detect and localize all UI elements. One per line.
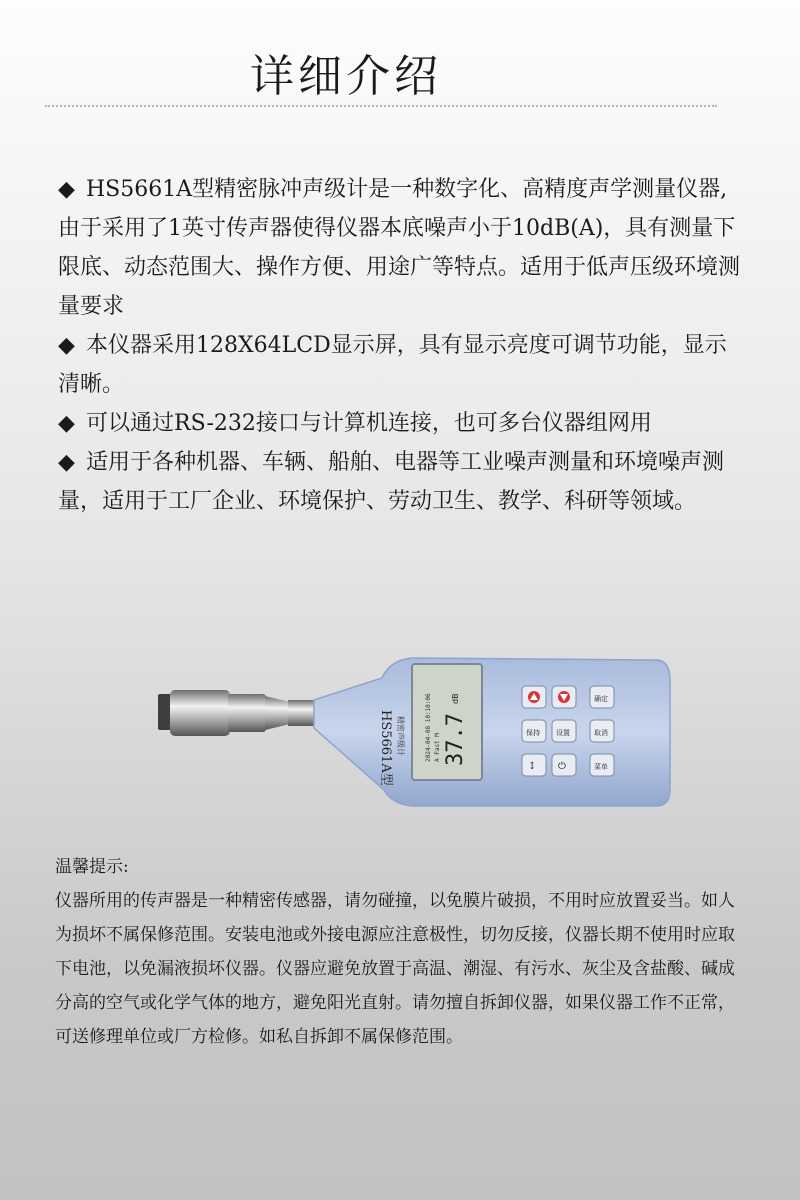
tips-body: 仪器所用的传声器是一种精密传感器，请勿碰撞，以免膜片破损，不用时应放置妥当。如人为损坏不属保修范围。安装电池或外接电源应注意极性，切勿反接，仪器长期不使用时应取下电池，以免漏液损坏仪器。仪器应避免放置于高温、潮湿、有污水、灰尘及含盐酸、碱成分高的空气或化学气体的地方，避免阳光直射。请勿擅自拆卸仪器，如果仪器工作不正常，可送修理单位或厂方检修。如私自拆卸不属保修范围。: [55, 891, 735, 1047]
feature-item: [58, 443, 748, 521]
left-right-icon: ↕: [528, 761, 537, 772]
cancel-button-label: 取消: [594, 729, 608, 737]
microphone: [158, 690, 316, 736]
lcd-unit: dB: [451, 693, 460, 704]
model-label: HS5661A型: [378, 710, 393, 786]
tips-title: 温馨提示:: [55, 857, 129, 877]
feature-text: 本仪器采用128X64LCD显示屏，具有显示亮度可调节功能，显示清晰。: [58, 333, 727, 397]
lcd-mode-line: A Fast M: [434, 733, 441, 762]
confirm-button-label: 确定: [594, 695, 608, 703]
diamond-bullet-icon: ◆: [58, 450, 75, 475]
feature-list: [58, 170, 748, 521]
power-icon: ⏻: [558, 761, 566, 772]
meter-body: [314, 658, 670, 806]
hold-button-label: 保持: [526, 729, 540, 737]
feature-item: [58, 326, 748, 404]
settings-button-label: 设置: [556, 729, 570, 737]
sound-level-meter-image: [150, 650, 675, 810]
lcd-info-line: 2024-04-08 10:10:06: [425, 693, 432, 762]
menu-button-label: 菜单: [594, 763, 608, 771]
feature-text: 适用于各种机器、车辆、船舶、电器等工业噪声测量和环境噪声测量，适用于工厂企业、环境保护、劳动卫生、教学、科研等领域。: [58, 450, 725, 514]
page-title: 详细介绍: [250, 51, 442, 102]
keypad: [522, 686, 614, 776]
diamond-bullet-icon: ◆: [58, 333, 75, 358]
feature-text: HS5661A型精密脉冲声级计是一种数字化、高精度声学测量仪器,由于采用了1英寸传声器使得仪器本底噪声小于10dB(A)，具有测量下限底、动态范围大、操作方便、用途广等特点。适用于低声压级环境测量要求: [58, 177, 741, 319]
diamond-bullet-icon: ◆: [58, 411, 75, 436]
feature-item: [58, 170, 748, 326]
lcd-reading: 37.7: [443, 713, 468, 766]
feature-text: 可以通过RS-232接口与计算机连接，也可多台仪器组网用: [86, 411, 652, 436]
feature-item: [58, 404, 748, 443]
diamond-bullet-icon: ◆: [58, 177, 75, 202]
title-divider: [45, 105, 717, 107]
model-subtitle: 精密声级计: [396, 716, 405, 756]
